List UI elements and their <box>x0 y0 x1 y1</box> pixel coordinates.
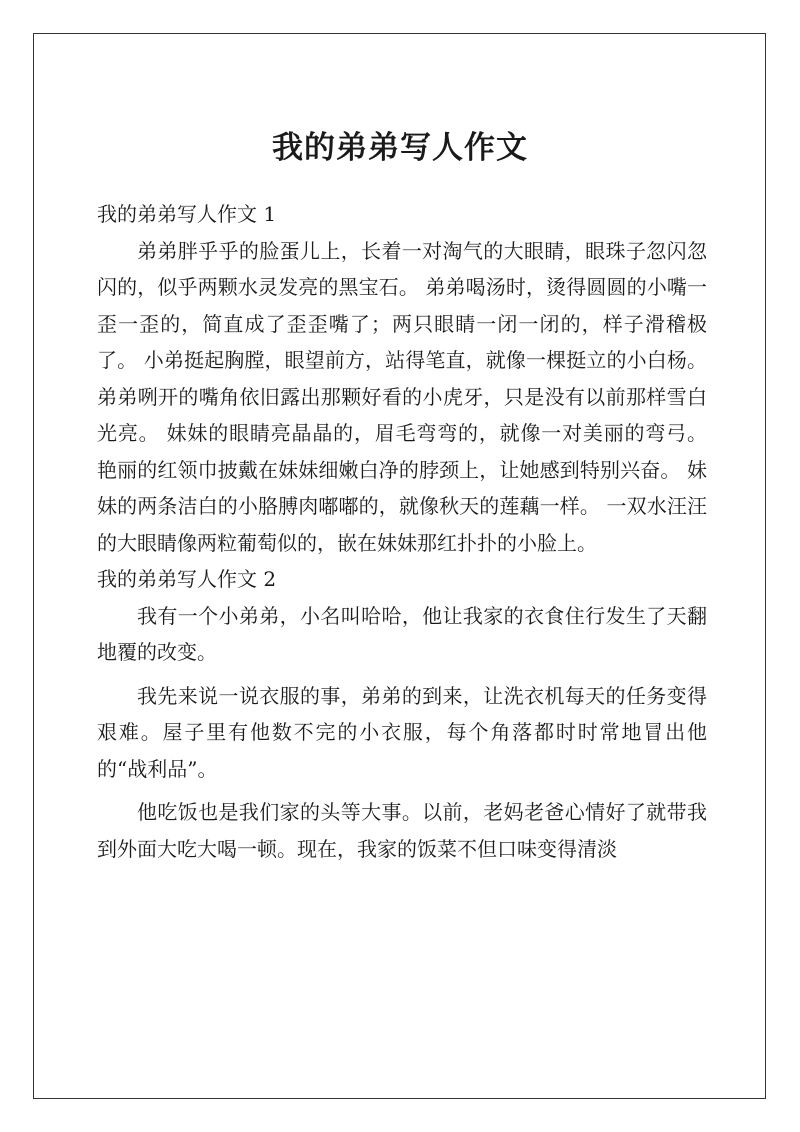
section-heading: 我的弟弟写人作文 2 <box>97 567 277 591</box>
paragraph: 弟弟胖乎乎的脸蛋儿上，长着一对淘气的大眼睛，眼珠子忽闪忽闪的，似乎两颗水灵发亮的黑宝石。 弟弟喝汤时，烫得圆圆的小嘴一歪一歪的，简直成了歪歪嘴了；两只眼睛一闭一闭的，样子滑稽极了。 小弟挺起胸膛，眼望前方，站得笔直，就像一棵挺立的小白杨。 弟弟咧开的嘴角依旧露出那颗好看的小虎牙，只是没有以前那样雪白光亮。 妹妹的眼睛亮晶晶的，眉毛弯弯的，就像一对美丽的弯弓。 艳丽的红领巾披戴在妹妹细嫩白净的脖颈上，让她感到特别兴奋。 妹妹的两条洁白的小胳膊肉嘟嘟的，就像秋天的莲藕一样。 一双水汪汪的大眼睛像两粒葡萄似的，嵌在妹妹那红扑扑的小脸上。 <box>97 238 707 555</box>
section-1 <box>97 196 707 561</box>
paragraph: 我有一个小弟弟，小名叫哈哈，他让我家的衣食住行发生了天翻地覆的改变。 <box>97 603 707 664</box>
paragraph: 我先来说一说衣服的事，弟弟的到来，让洗衣机每天的任务变得艰难。屋子里有他数不完的小衣服，每个角落都时时常地冒出他的“战利品”。 <box>97 683 707 781</box>
section-heading: 我的弟弟写人作文 1 <box>97 202 277 226</box>
document-title: 我的弟弟写人作文 <box>272 130 528 166</box>
paragraph: 他吃饭也是我们家的头等大事。以前，老妈老爸心情好了就带我到外面大吃大喝一顿。现在，我家的饭菜不但口味变得清淡 <box>97 800 707 861</box>
section-2 <box>97 561 707 867</box>
document-body <box>97 196 707 867</box>
